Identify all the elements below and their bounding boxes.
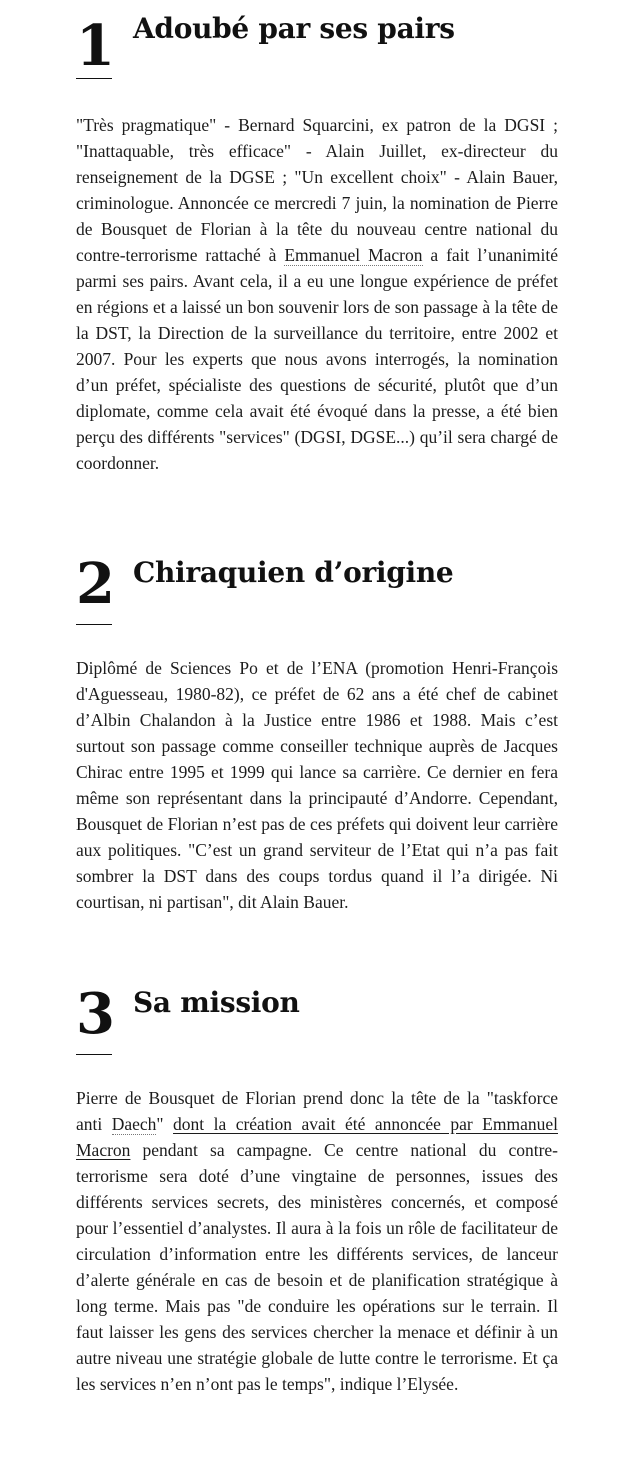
section-3-text-part3: pendant sa campagne. Ce centre national du contre-terrorisme sera doté d’une vingtaine de personnes, issues des différents services secrets, des ministères concernés, et composé pour l’essentiel d’analystes. Il aura à la fois un rôle de facilitateur de circulation d’information entre les différents services, de lanceur d’alerte générale en cas de besoin et de planification stratégique à long terme. Mais pas "de conduire les opérations sur le terrain. Il faut laisser les gens des services chercher la menace et définir à un autre niveau une stratégie globale de lutte contre le terrorisme. Et ça les services n’en n’ont pas le temps", indique l’Elysée.: [76, 1140, 558, 1394]
section-3-divider: [76, 1054, 112, 1055]
section-2-number: 2: [76, 551, 114, 617]
section-2-divider: [76, 624, 112, 625]
section-2-paragraph: Diplômé de Sciences Po et de l’ENA (promotion Henri-François d'Aguesseau, 1980-82), ce préfet de 62 ans a été chef de cabinet d’Albin Chalandon à la Justice entre 1986 et 1988. Mais c’est surtout son passage comme conseiller technique auprès de Jacques Chirac entre 1995 et 1999 qui lance sa carrière. Ce dernier en fera même son représentant dans la principauté d’Andorre. Cependant, Bousquet de Florian n’est pas de ces préfets qui doivent leur carrière aux politiques. "C’est un grand serviteur de l’Etat qui n’a pas fait sombrer la DST dans des coups tordus quand il l’a dirigée. Ni courtisan, ni partisan", dit Alain Bauer.: [76, 658, 558, 912]
section-1-body: [76, 112, 558, 476]
daech-link[interactable]: Daech: [111, 1114, 157, 1134]
section-1-text-before-link: "Très pragmatique" - Bernard Squarcini, ex patron de la DGSI ; "Inattaquable, très efficace" - Alain Juillet, ex-directeur du renseignement de la DGSE ; "Un excellent choix" - Alain Bauer, criminologue. Annoncée ce mercredi 7 juin, la nomination de Pierre de Bousquet de Florian à la tête du nouveau centre national du contre-terrorisme rattaché à: [76, 115, 558, 265]
section-1-title: Adoubé par ses pairs: [133, 12, 455, 45]
section-1-divider: [76, 78, 112, 79]
section-3-body: [76, 1085, 558, 1397]
section-1-number: 1: [76, 13, 114, 79]
section-2-title: Chiraquien d’origine: [133, 556, 454, 589]
taskforce-announcement-link[interactable]: dont la création avait été annoncée par Emmanuel Macron: [76, 1114, 558, 1160]
section-3-number: 3: [76, 981, 114, 1047]
section-3-title: Sa mission: [133, 986, 300, 1019]
section-3-text-part2: ": [156, 1114, 174, 1134]
section-2-body: [76, 655, 558, 915]
section-3-text-part1: Pierre de Bousquet de Florian prend donc la tête de la "taskforce anti: [76, 1088, 558, 1134]
emmanuel-macron-link[interactable]: Emmanuel Macron: [284, 245, 423, 265]
section-1-text-after-link: a fait l’unanimité parmi ses pairs. Avant cela, il a eu une longue expérience de préfet en régions et a laissé un bon souvenir lors de son passage à la tête de la DST, la Direction de la surveillance du territoire, entre 2002 et 2007. Pour les experts que nous avons interrogés, la nomination d’un préfet, spécialiste des questions de sécurité, plutôt que d’un diplomate, comme cela avait été évoqué dans la presse, a été bien perçu des différents "services" (DGSI, DGSE...) qu’il sera chargé de coordonner.: [76, 245, 558, 473]
